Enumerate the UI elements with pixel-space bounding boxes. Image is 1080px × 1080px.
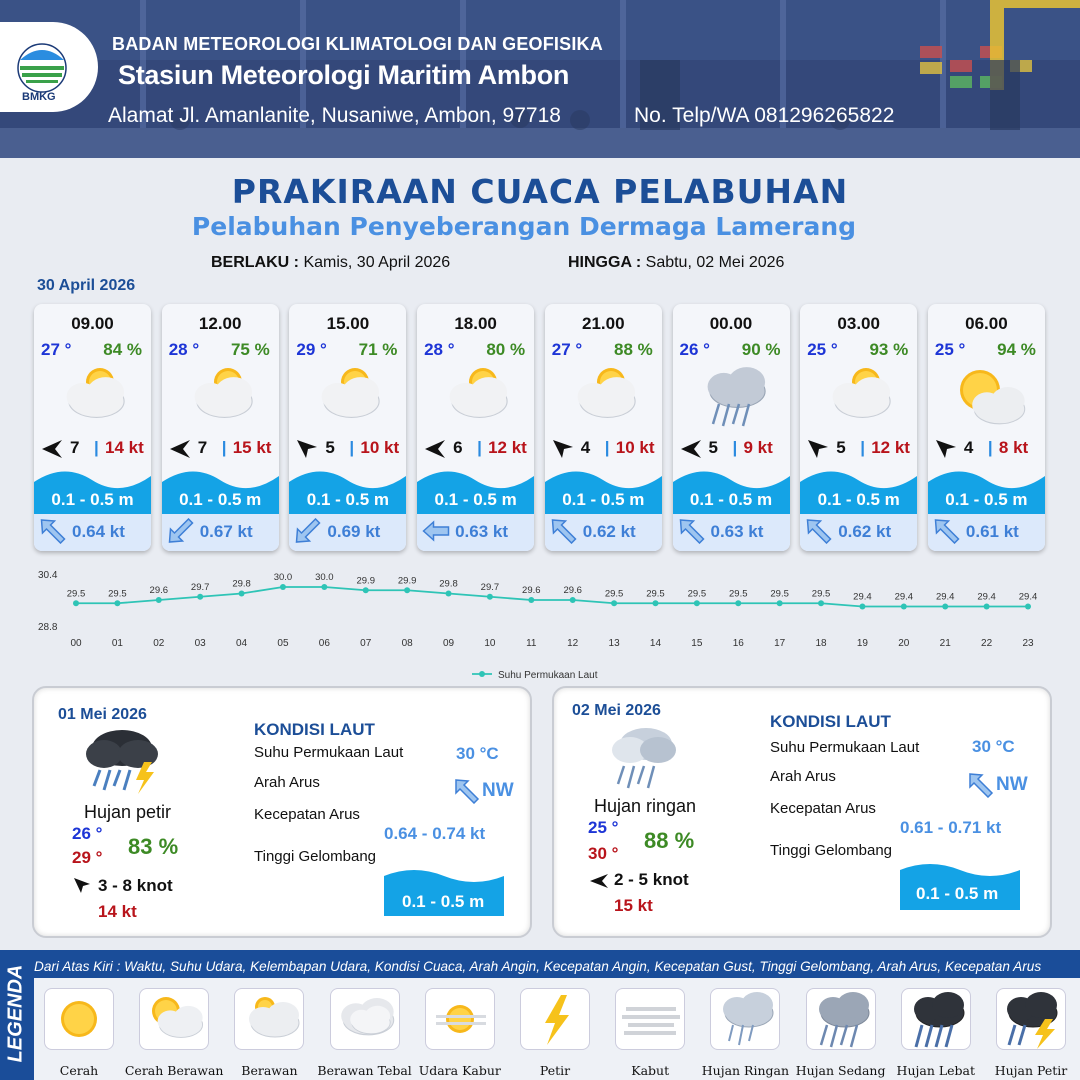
- data-label: 29.9: [356, 575, 375, 587]
- data-point: [735, 600, 741, 606]
- cerah-icon: [45, 989, 115, 1051]
- data-label: 29.4: [1018, 591, 1038, 603]
- card-separator: |: [732, 438, 738, 457]
- data-point: [901, 604, 907, 610]
- data-label: 29.4: [977, 591, 996, 603]
- current-dir-label: Arah Arus: [770, 768, 836, 785]
- card-gust: 10 kt: [615, 438, 655, 457]
- card-wind-speed: 7: [197, 438, 208, 457]
- legend-label: Hujan Sedang: [795, 1063, 886, 1078]
- data-point: [114, 600, 120, 606]
- sst-line-chart: [30, 560, 1050, 685]
- card-wind-speed: 4: [963, 438, 974, 457]
- current-sw-arrow-icon: [167, 518, 195, 544]
- data-label: 30.0: [315, 572, 334, 583]
- card-temp: 29 °: [296, 340, 327, 359]
- legend-label: Suhu Permukaan Laut: [498, 670, 598, 681]
- card-time: 03.00: [837, 314, 880, 333]
- x-tick-label: 00: [70, 638, 82, 649]
- legend-label: Hujan Ringan: [701, 1063, 790, 1078]
- kabut-icon: [616, 989, 686, 1051]
- card-time: 21.00: [582, 314, 625, 333]
- valid-from-value: Kamis, 30 April 2026: [303, 254, 451, 271]
- current-nw-arrow-icon: [805, 518, 833, 544]
- card-current-speed: 0.67 kt: [199, 522, 253, 541]
- data-label: 29.5: [646, 588, 665, 600]
- card-gust: 12 kt: [871, 438, 910, 457]
- data-point: [156, 597, 162, 603]
- card-separator: |: [349, 438, 355, 457]
- valid-from-label: BERLAKU :: [211, 254, 299, 271]
- legend-title: LEGENDA: [4, 964, 27, 1063]
- legend-label: Hujan Petir: [994, 1063, 1068, 1078]
- legend-icon-box: [234, 988, 304, 1050]
- sst-label: Suhu Permukaan Laut: [254, 744, 404, 761]
- valid-from: [211, 254, 450, 272]
- forecast-card: [289, 304, 406, 551]
- current-nw-arrow-icon: [933, 518, 961, 544]
- phone: No. Telp/WA 081296265822: [634, 104, 895, 127]
- data-point: [1025, 604, 1031, 610]
- hujan-lebat-icon: [902, 989, 972, 1051]
- current-sw-arrow-icon: [294, 518, 322, 544]
- day-panel-2: [552, 686, 1052, 938]
- card-wind-speed: 5: [836, 438, 846, 457]
- card-current-speed: 0.63 kt: [455, 522, 509, 541]
- forecast-card: [800, 304, 917, 551]
- data-label: 30.0: [273, 572, 293, 583]
- legend-description: Dari Atas Kiri : Waktu, Suhu Udara, Kelembapan Udara, Kondisi Cuaca, Arah Angin, Kecepatan Angin, Kecepatan Gust, Tinggi Gelombang, Arah Arus, Kecepatan Arus: [34, 959, 1042, 974]
- cerah-berawan-icon: [820, 364, 898, 428]
- legend-label: Hujan Lebat: [896, 1063, 976, 1078]
- data-point: [487, 594, 493, 600]
- cerah-berawan-icon: [182, 364, 260, 428]
- card-time: 00.00: [709, 314, 753, 333]
- data-label: 29.4: [935, 591, 955, 603]
- forecast-card: [928, 304, 1045, 551]
- legend-icon-box: [520, 988, 590, 1050]
- data-point: [363, 587, 369, 593]
- card-wave-height: 0.1 - 0.5 m: [179, 490, 262, 509]
- forecast-card: [673, 304, 790, 551]
- card-separator: |: [94, 438, 99, 457]
- card-wave-height: 0.1 - 0.5 m: [51, 490, 134, 509]
- card-temp: 25 °: [807, 340, 838, 359]
- data-label: 29.4: [894, 591, 914, 603]
- card-wave-height: 0.1 - 0.5 m: [306, 490, 389, 509]
- legend-label: Cerah: [59, 1063, 99, 1078]
- current-dir: NW: [996, 774, 1028, 795]
- x-tick-label: 17: [774, 638, 786, 649]
- current-nw-arrow-icon: [678, 518, 706, 544]
- sst-value: 30 °C: [456, 744, 499, 763]
- day-condition: Hujan ringan: [594, 796, 697, 816]
- card-time: 09.00: [71, 314, 114, 333]
- cerah-berawan-icon: [565, 364, 643, 428]
- card-gust: 15 kt: [232, 438, 272, 457]
- temp-min: 26 °: [72, 824, 103, 843]
- card-separator: |: [604, 438, 610, 457]
- cerah-berawan-sun-icon: [948, 364, 1026, 428]
- data-label: 29.5: [66, 588, 86, 600]
- wind-direction-icon: [551, 438, 575, 460]
- wind-direction-icon: [806, 438, 830, 460]
- legend-label: Petir: [539, 1063, 571, 1078]
- x-tick-label: 20: [898, 638, 910, 649]
- legend-icon-box: [44, 988, 114, 1050]
- x-tick-label: 19: [856, 638, 868, 649]
- card-time: 12.00: [198, 314, 242, 333]
- org-name: BADAN METEOROLOGI KLIMATOLOGI DAN GEOFISIKA: [112, 34, 603, 54]
- data-label: 29.4: [853, 591, 872, 603]
- card-humidity: 84 %: [103, 340, 142, 359]
- current-nw-arrow-icon: [39, 518, 67, 544]
- legend-icon-box: [901, 988, 971, 1050]
- card-separator: |: [987, 438, 993, 457]
- y-tick-label: 30.4: [38, 570, 58, 581]
- day-condition: Hujan petir: [84, 802, 172, 822]
- card-humidity: 93 %: [869, 340, 909, 359]
- temp-max: 30 °: [588, 844, 619, 863]
- temp-max: 29 °: [72, 848, 103, 867]
- current-nw-arrow-icon: [454, 778, 480, 804]
- humidity: 83 %: [128, 834, 179, 859]
- legend-label: Berawan: [241, 1063, 298, 1078]
- hujan-ringan-icon: [693, 364, 771, 428]
- berawan-tebal-icon: [331, 989, 401, 1051]
- card-separator: |: [221, 438, 227, 457]
- data-label: 29.7: [190, 581, 210, 593]
- data-label: 29.5: [729, 588, 748, 600]
- address: Alamat Jl. Amanlanite, Nusaniwe, Ambon, 97718: [108, 104, 561, 127]
- card-wind-speed: 4: [580, 438, 591, 457]
- data-label: 29.5: [687, 588, 707, 600]
- card-temp: 28 °: [168, 340, 200, 359]
- forecast-card: [34, 304, 151, 551]
- wave-height: 0.1 - 0.5 m: [402, 892, 485, 911]
- card-wind-speed: 6: [453, 438, 463, 457]
- wind-arrow-icon: [588, 872, 610, 890]
- card-humidity: 75 %: [230, 340, 270, 359]
- valid-to-value: Sabtu, 02 Mei 2026: [645, 254, 785, 271]
- data-point: [280, 584, 286, 590]
- data-point: [197, 594, 203, 600]
- data-label: 29.5: [770, 588, 789, 600]
- current-speed: 0.64 - 0.74 kt: [384, 824, 486, 843]
- card-wave-height: 0.1 - 0.5 m: [689, 490, 773, 509]
- series-line: [76, 587, 1028, 607]
- x-tick-label: 06: [318, 638, 330, 649]
- x-tick-label: 13: [608, 638, 620, 649]
- hujan-petir-icon: [80, 726, 164, 796]
- current-dir-label: Arah Arus: [254, 774, 320, 791]
- x-tick-label: 01: [111, 638, 123, 649]
- data-point: [652, 600, 658, 606]
- page-subtitle: Pelabuhan Penyeberangan Dermaga Lamerang: [191, 212, 857, 241]
- card-separator: |: [860, 438, 865, 457]
- legend-icon-box: [330, 988, 400, 1050]
- data-point: [570, 597, 576, 603]
- x-tick-label: 04: [236, 638, 248, 649]
- data-label: 29.6: [149, 585, 169, 596]
- sst-value: 30 °C: [972, 737, 1015, 756]
- x-tick-label: 16: [732, 638, 744, 649]
- forecast-card: [162, 304, 279, 551]
- legend-icon-box: [425, 988, 495, 1050]
- card-temp: 27 °: [41, 340, 72, 359]
- udara-kabur-icon: [426, 989, 496, 1051]
- data-point: [239, 591, 245, 597]
- data-label: 29.7: [480, 581, 500, 593]
- data-point: [446, 591, 452, 597]
- wind-direction-icon: [295, 438, 319, 460]
- kondisi-title: KONDISI LAUT: [770, 712, 891, 731]
- cerah-berawan-icon: [140, 989, 210, 1051]
- day-panel-1: [32, 686, 532, 938]
- card-gust: 8 kt: [998, 438, 1029, 457]
- valid-to: [568, 254, 784, 272]
- card-wave-height: 0.1 - 0.5 m: [562, 490, 645, 509]
- x-tick-label: 11: [526, 638, 537, 649]
- wave-height: 0.1 - 0.5 m: [916, 884, 999, 903]
- wave-label: Tinggi Gelombang: [770, 842, 893, 859]
- kondisi-title: KONDISI LAUT: [254, 720, 375, 739]
- card-temp: 25 °: [934, 340, 966, 359]
- card-gust: 9 kt: [743, 438, 773, 457]
- legend-icon-box: [806, 988, 876, 1050]
- hujan-ringan-icon: [602, 724, 686, 794]
- card-time: 15.00: [326, 314, 370, 333]
- x-tick-label: 23: [1022, 638, 1034, 649]
- page-title: PRAKIRAAN CUACA PELABUHAN: [231, 172, 849, 211]
- temp-min: 25 °: [588, 818, 619, 837]
- x-tick-label: 08: [401, 638, 413, 649]
- card-current-speed: 0.62 kt: [838, 522, 892, 541]
- card-humidity: 88 %: [614, 340, 653, 359]
- card-gust: 14 kt: [105, 438, 144, 457]
- card-humidity: 90 %: [741, 340, 781, 359]
- wind-direction-icon: [679, 438, 703, 460]
- card-current-speed: 0.69 kt: [327, 522, 381, 541]
- card-humidity: 80 %: [486, 340, 526, 359]
- card-wind-speed: 5: [325, 438, 335, 457]
- card-gust: 12 kt: [488, 438, 527, 457]
- card-time: 18.00: [454, 314, 497, 333]
- card-temp: 27 °: [551, 340, 583, 359]
- card-wave-height: 0.1 - 0.5 m: [945, 490, 1028, 509]
- data-point: [611, 600, 617, 606]
- data-point: [73, 600, 79, 606]
- data-point: [777, 600, 783, 606]
- data-point: [942, 604, 948, 610]
- wind-direction-icon: [423, 438, 447, 460]
- current-speed-label: Kecepatan Arus: [770, 800, 876, 817]
- card-humidity: 71 %: [358, 340, 398, 359]
- card-current-speed: 0.61 kt: [965, 522, 1019, 541]
- x-tick-label: 22: [981, 638, 993, 649]
- wave-label: Tinggi Gelombang: [254, 848, 377, 865]
- legend-marker: [479, 671, 485, 677]
- hujan-sedang-icon: [807, 989, 877, 1051]
- data-point: [984, 604, 990, 610]
- card-humidity: 94 %: [997, 340, 1036, 359]
- current-speed: 0.61 - 0.71 kt: [900, 818, 1002, 837]
- data-label: 29.6: [522, 585, 541, 596]
- forecast-card: [545, 304, 662, 551]
- data-label: 29.5: [811, 588, 831, 600]
- forecast-card: [417, 304, 534, 551]
- day-label: 30 April 2026: [37, 277, 136, 294]
- current-speed-label: Kecepatan Arus: [254, 806, 360, 823]
- x-tick-label: 03: [194, 638, 206, 649]
- data-label: 29.5: [604, 588, 624, 600]
- cerah-berawan-icon: [54, 364, 132, 428]
- x-tick-label: 14: [649, 638, 662, 649]
- data-label: 29.8: [439, 578, 458, 590]
- cerah-berawan-icon: [437, 364, 515, 428]
- data-label: 29.8: [232, 578, 251, 590]
- current-w-arrow-icon: [422, 518, 450, 544]
- legend-label: Udara Kabur: [418, 1063, 501, 1078]
- gust: 14 kt: [98, 902, 137, 921]
- humidity: 88 %: [644, 828, 695, 853]
- card-current-speed: 0.63 kt: [710, 522, 764, 541]
- card-wave-height: 0.1 - 0.5 m: [817, 490, 900, 509]
- legend-label: Berawan Tebal: [317, 1063, 412, 1078]
- x-tick-label: 21: [939, 638, 951, 649]
- data-label: 29.9: [397, 575, 417, 587]
- data-label: 29.6: [563, 585, 582, 596]
- legend-icon-box: [615, 988, 685, 1050]
- current-dir: NW: [482, 780, 514, 801]
- card-temp: 28 °: [424, 340, 455, 359]
- x-tick-label: 15: [691, 638, 703, 649]
- card-wave-height: 0.1 - 0.5 m: [434, 490, 517, 509]
- current-nw-arrow-icon: [968, 772, 994, 798]
- x-tick-label: 10: [484, 638, 496, 649]
- station-name: Stasiun Meteorologi Maritim Ambon: [118, 60, 570, 90]
- x-tick-label: 09: [442, 638, 455, 649]
- legend-icon-box: [710, 988, 780, 1050]
- gust: 15 kt: [614, 896, 653, 915]
- legend-side-label: [0, 950, 34, 1080]
- wind-direction-icon: [934, 438, 958, 460]
- hujan-petir-icon: [997, 989, 1067, 1051]
- data-label: 29.5: [108, 588, 127, 600]
- card-time: 06.00: [965, 314, 1008, 333]
- day-date: 02 Mei 2026: [572, 702, 661, 719]
- wind-arrow-icon: [72, 876, 92, 894]
- card-current-speed: 0.62 kt: [582, 522, 636, 541]
- x-tick-label: 12: [567, 638, 579, 649]
- card-separator: |: [477, 438, 482, 457]
- wind-range: 2 - 5 knot: [614, 870, 689, 889]
- x-tick-label: 18: [815, 638, 827, 649]
- card-gust: 10 kt: [360, 438, 400, 457]
- legend-label: Kabut: [631, 1063, 670, 1078]
- bmkg-logo-text: BMKG: [22, 91, 56, 103]
- x-tick-label: 02: [153, 638, 165, 649]
- data-point: [528, 597, 534, 603]
- hujan-ringan-icon: [711, 989, 781, 1051]
- card-temp: 26 °: [679, 340, 710, 359]
- card-wind-speed: 5: [708, 438, 718, 457]
- card-current-speed: 0.64 kt: [72, 522, 125, 541]
- wind-direction-icon: [168, 438, 192, 460]
- day-date: 01 Mei 2026: [58, 706, 147, 723]
- data-point: [859, 604, 865, 610]
- x-tick-label: 05: [277, 638, 289, 649]
- berawan-icon: [235, 989, 305, 1051]
- legend-label: Cerah Berawan: [124, 1063, 224, 1078]
- data-point: [818, 600, 824, 606]
- data-point: [694, 600, 700, 606]
- current-nw-arrow-icon: [550, 518, 578, 544]
- legend-icon-box: [139, 988, 209, 1050]
- valid-to-label: HINGGA :: [568, 254, 642, 271]
- y-tick-label: 28.8: [38, 622, 58, 633]
- wind-direction-icon: [40, 438, 64, 460]
- header-banner: [0, 0, 1080, 158]
- data-point: [321, 584, 327, 590]
- x-tick-label: 07: [360, 638, 372, 649]
- wind-range: 3 - 8 knot: [98, 876, 173, 895]
- cerah-berawan-icon: [309, 364, 387, 428]
- sst-label: Suhu Permukaan Laut: [770, 739, 920, 756]
- card-wind-speed: 7: [70, 438, 80, 457]
- legend-icon-box: [996, 988, 1066, 1050]
- data-point: [404, 587, 410, 593]
- petir-icon: [521, 989, 591, 1051]
